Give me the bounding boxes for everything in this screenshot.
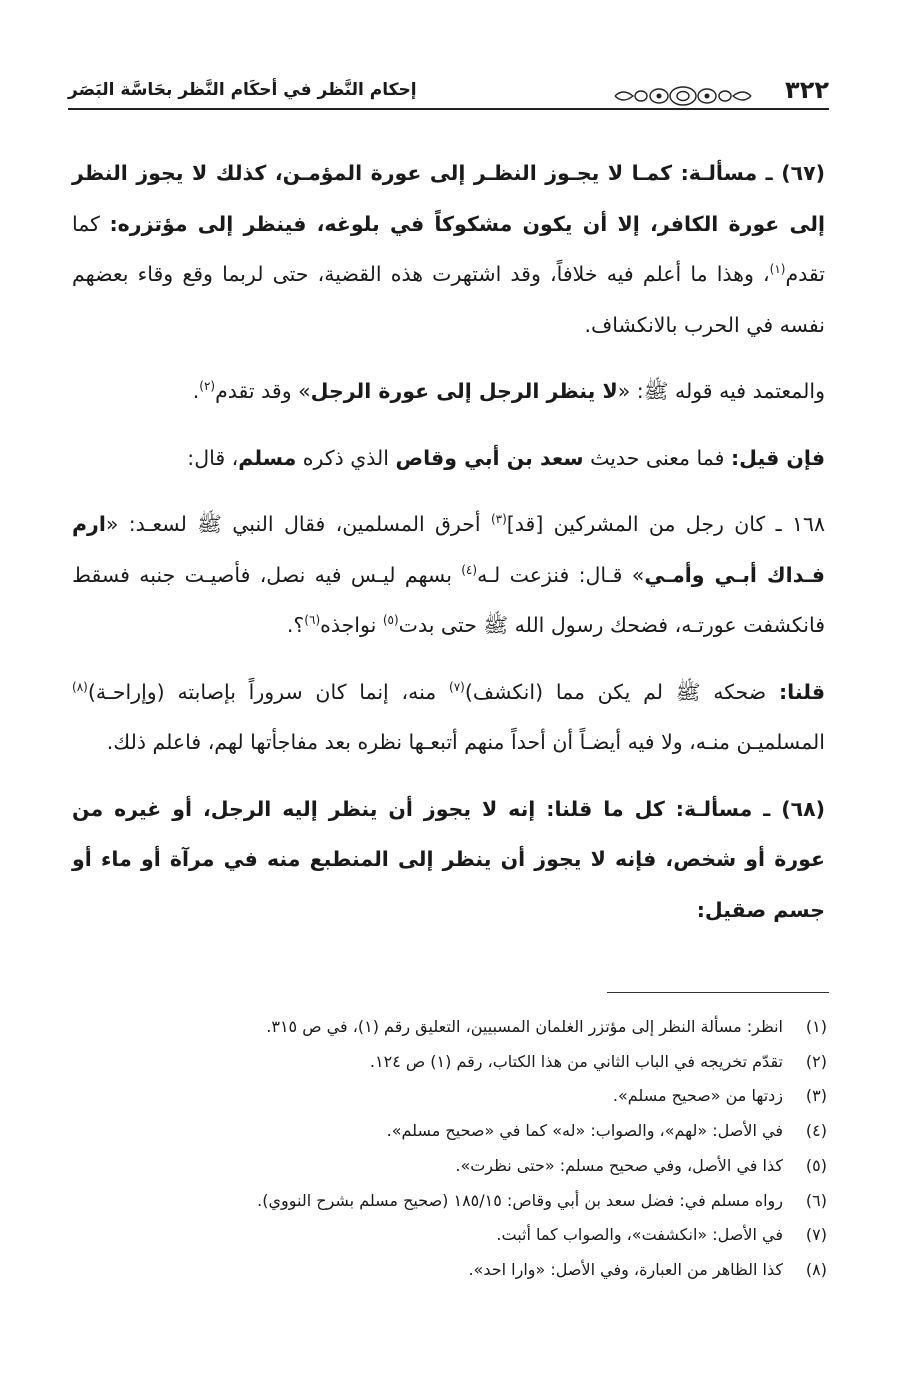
footnote-number: (٦) [805, 1190, 827, 1210]
footnote [70, 1218, 827, 1253]
running-header [68, 70, 829, 110]
footnote-number: (٤) [805, 1121, 827, 1141]
paragraph [72, 784, 825, 936]
bold-text: مسلم [238, 445, 297, 470]
text-run: ، وهذا ما أعلم فيه خلافاً، وقد اشتهرت هذه القضية، حتى لربما وقع وقاء بعضهم نفسه في الحرب بالانكشاف. [72, 262, 825, 337]
paragraph [72, 667, 825, 768]
bold-text: قلنا: [778, 679, 825, 704]
footnotes [70, 1010, 827, 1288]
text-run: ١٦٨ ـ كان رجل من المشركين [قد] [506, 512, 825, 536]
footnote-marker: (٥) [382, 613, 399, 628]
main-text [72, 148, 825, 951]
footnote-text: تقدّم تخريجه في الباب الثاني من هذا الكتاب، رقم (١) ص ١٢٤. [369, 1051, 783, 1071]
footnote [70, 1253, 827, 1288]
footnote-text: زدتها من «صحيح مسلم». [612, 1086, 783, 1106]
footnote-marker: (٤) [461, 562, 478, 577]
text-run: منه، إنما كان سروراً بإصابته (وإراحـة) [87, 679, 450, 704]
footnote [70, 1184, 827, 1219]
bold-text: (٦٧) ـ مسألـة: كمـا لا يجـوز النظـر إلى عورة المؤمـن، كذلك لا يجوز النظر إلى عورة الكافر، إلا أن يكون مشكوكاً في بلوغه، فينظر إلى مؤتزره: [72, 161, 826, 236]
text-run: ، قال: [187, 445, 239, 470]
footnote-number: (٣) [805, 1086, 827, 1106]
footnote-number: (١) [805, 1017, 827, 1036]
footnote [70, 1114, 827, 1149]
footnote-marker: (٦) [304, 613, 321, 628]
footnote [70, 1010, 827, 1045]
footnote-text: في الأصل: «لهم»، والصواب: «له» كما في «صحيح مسلم». [386, 1121, 783, 1141]
footnote-text: انظر: مسألة النظر إلى مؤتزر الغلمان المسبيين، التعليق رقم (١)، في ص ٣١٥. [266, 1017, 783, 1036]
text-run: » قـال: فنزعت لـه [477, 562, 645, 587]
footnote-marker: (٧) [449, 679, 465, 694]
text-run: » وقد تقدم [215, 379, 311, 403]
footnote [70, 1079, 827, 1114]
text-run: المسلميـن منـه، ولا فيه أيضـاً أن أحداً منهم أتبعـها نظره بعد مفاجأتها لهم، فاعلم ذلك. [106, 730, 825, 754]
footnote-number: (٨) [805, 1259, 827, 1279]
text-run: . [192, 379, 200, 403]
paragraph [72, 366, 825, 417]
footnote-separator [607, 992, 829, 993]
bold-text: فإن قيل: [730, 445, 825, 470]
bold-text: (٦٨) ـ مسألـة: كل ما قلنا: إنه لا يجوز أن ينظر إليه الرجل، أو غيره من عورة أو شخص، فإنه لا يجوز أن ينظر إلى المنطبع منه في مرآة أو ماء أو جسم صقيل: [72, 796, 825, 922]
paragraph [72, 433, 825, 484]
footnote [70, 1149, 827, 1184]
footnote-marker: (٢) [199, 379, 216, 394]
paragraph [72, 499, 825, 651]
footnote-text: كذا الظاهر من العبارة، وفي الأصل: «وارا احد». [468, 1259, 783, 1279]
footnote-text: كذا في الأصل، وفي صحيح مسلم: «حتى نظرت». [455, 1155, 783, 1175]
bold-text: سعد بن أبي وقاص [395, 445, 584, 470]
page-number: ٣٢٢ [785, 76, 829, 104]
footnote-marker: (٨) [72, 679, 88, 694]
text-run: بسهم ليـس فيه نصل، فأصيـت جنبه فسقط فانكشفت عورتـه، فضحك رسول الله ﷺ حتى بدت [72, 562, 825, 637]
footnote-text: رواه مسلم في: فضل سعد بن أبي وقاص: ١٨٥/١٥ (صحيح مسلم بشرح النووي). [257, 1190, 783, 1210]
text-run: ضحكه ﷺ لم يكن مما (انكشف) [464, 679, 779, 704]
text-run: الذي ذكره [296, 445, 396, 470]
text-run: فما معنى حديث [583, 445, 731, 470]
bold-text: ارم فـداك أبـي وأمـي [72, 512, 825, 587]
footnote-marker: (٣) [490, 512, 507, 527]
text-run: أحرق المسلمين، فقال النبي ﷺ لسعـد: « [105, 512, 491, 536]
text-run: والمعتمد فيه قوله ﷺ: « [617, 379, 825, 403]
ornament-icon [613, 84, 753, 108]
footnote-marker: (١) [769, 262, 786, 277]
text-run: نواجذه [320, 613, 383, 637]
text-run: ؟. [286, 613, 305, 637]
running-title: إحكام النَّظر في أحكَام النَّظر بحَاسَّة البَصَر [68, 80, 417, 100]
header-rule [68, 108, 829, 110]
bold-text: لا ينظر الرجل إلى عورة الرجل [310, 379, 618, 403]
footnote-text: في الأصل: «انكشفت»، والصواب كما أثبت. [496, 1225, 783, 1245]
paragraph [72, 148, 825, 350]
footnote-number: (٧) [805, 1225, 827, 1245]
footnote [70, 1045, 827, 1080]
footnote-number: (٥) [805, 1155, 827, 1175]
text-run: كما تقدم [72, 211, 825, 286]
footnote-number: (٢) [805, 1051, 827, 1071]
